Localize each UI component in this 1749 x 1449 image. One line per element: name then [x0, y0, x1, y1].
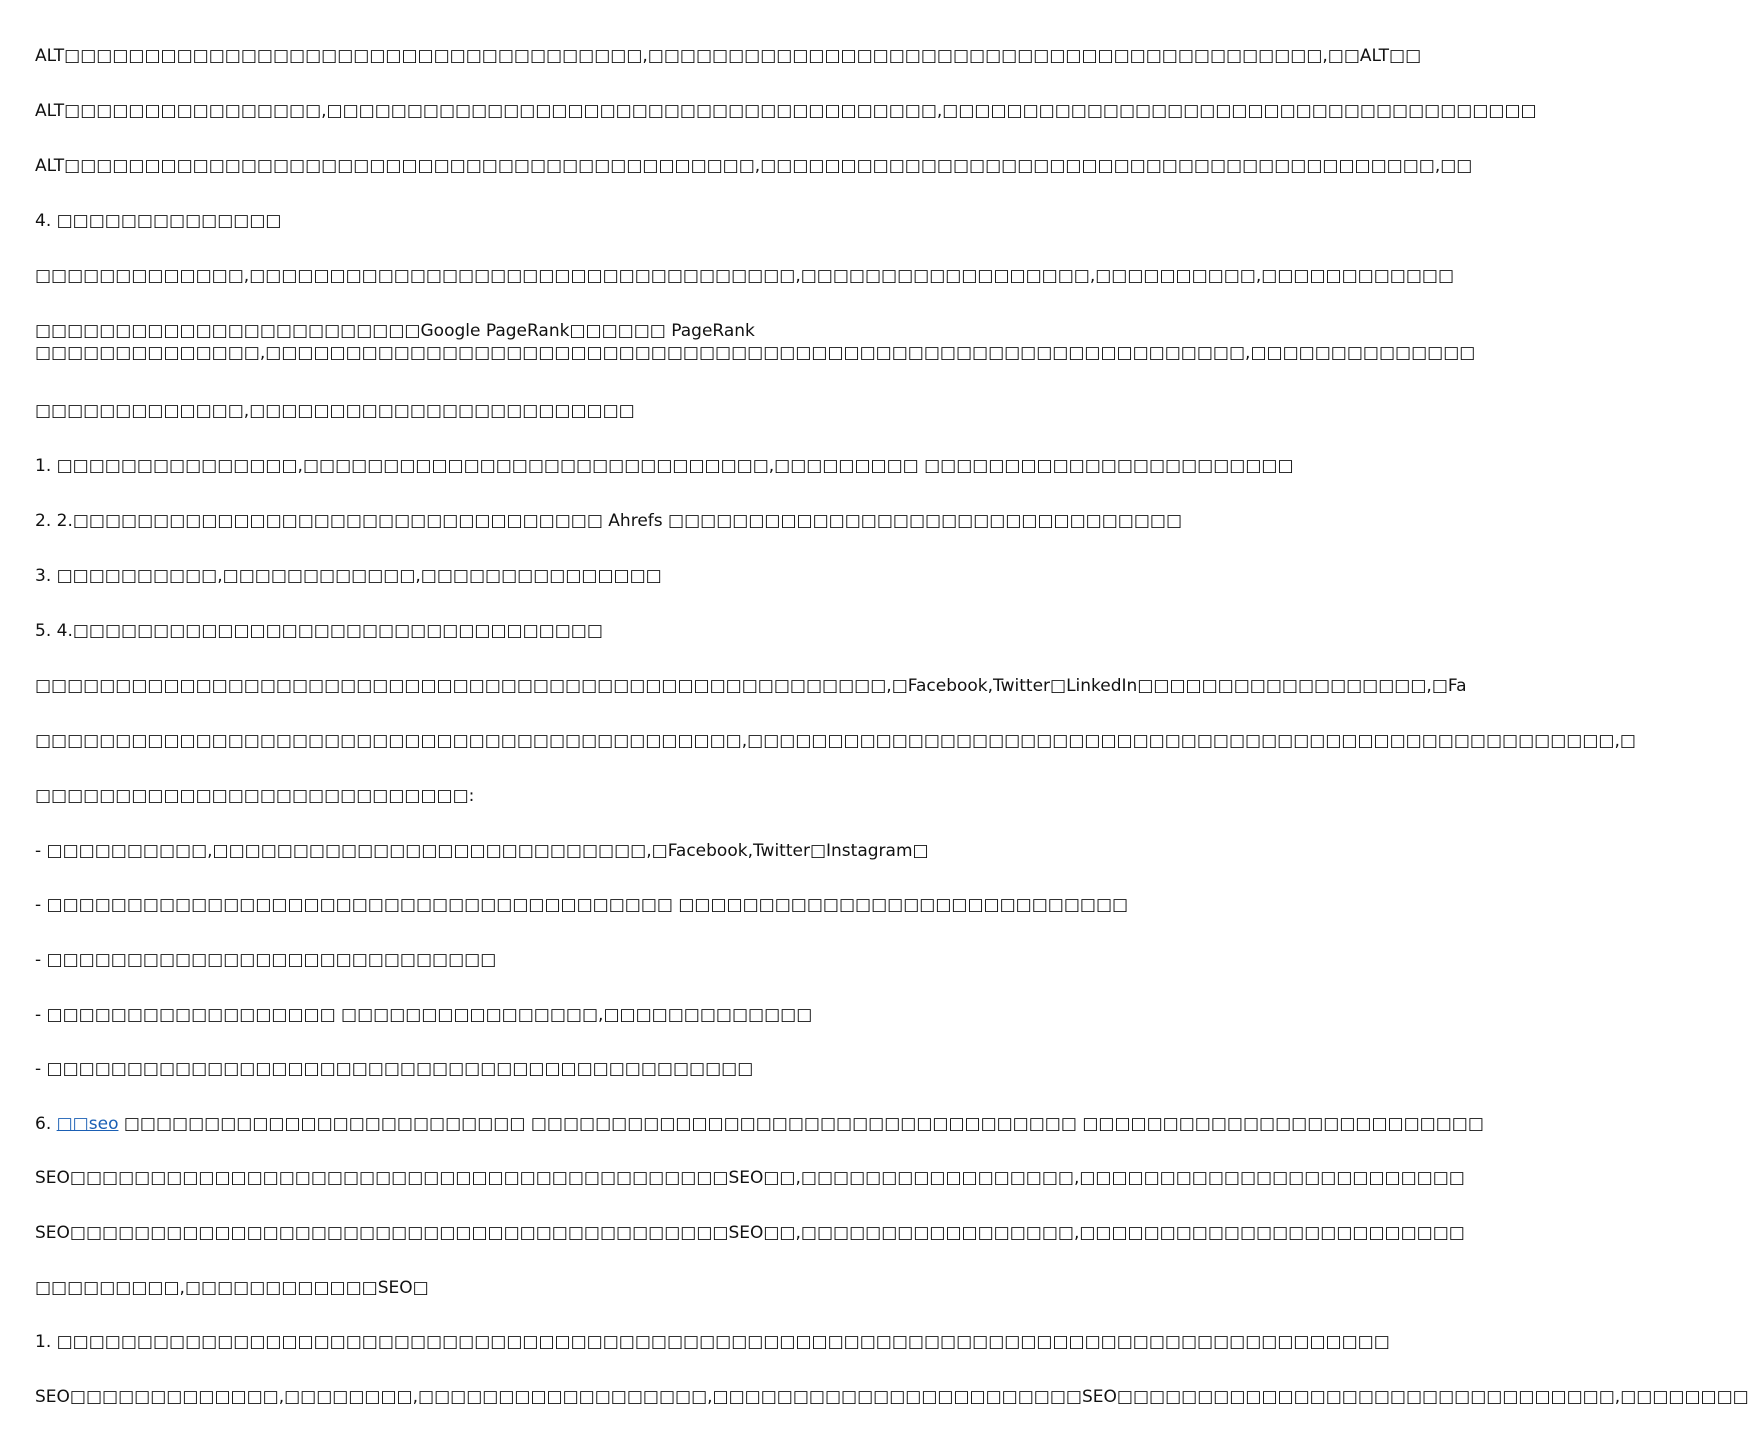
seo-link[interactable]: □□seo — [56, 1114, 119, 1134]
bullet-item-5: - □□□□□□□□□□□□□□□□□□□□□□□□□□□□□□□□□□□□□□□□□□□□ — [35, 1059, 754, 1079]
paragraph-social-2: □□□□□□□□□□□□□□□□□□□□□□□□□□□□□□□□□□□□□□□□□□□□,□□□□□□□□□□□□□□□□□□□□□□□□□□□□□□□□□□□□□□□□□□□□□□□□□□□□□□,□ — [35, 731, 1636, 751]
heading-6-suffix: □□□□□□□□□□□□□□□□□□□□□□□□□ □□□□□□□□□□□□□□□□□□□□□□□□□□□□□□□□□□ □□□□□□□□□□□□□□□□□□□□□□□□□ — [118, 1114, 1484, 1134]
section-heading-6 — [35, 1113, 1484, 1135]
paragraph-alt-3: ALT□□□□□□□□□□□□□□□□□□□□□□□□□□□□□□□□□□□□□□□□□□□,□□□□□□□□□□□□□□□□□□□□□□□□□□□□□□□□□□□□□□□□□□,□□ — [35, 156, 1473, 176]
paragraph-backlink-methods-intro: □□□□□□□□□□□□□,□□□□□□□□□□□□□□□□□□□□□□□□ — [35, 401, 635, 421]
paragraph-pagerank: □□□□□□□□□□□□□□□□□□□□□□□□Google PageRank□□□□□□ PageRank □□□□□□□□□□□□□□,□□□□□□□□□□□□□□□□□□□□□□□□□□□□□□□□□□□□□□□□□□□□□□□□□□□□□□□□□□□□□,□□□□□□□□□□□□□□ — [35, 321, 1476, 363]
paragraph-seo-2: SEO□□□□□□□□□□□□□□□□□□□□□□□□□□□□□□□□□□□□□□□□□SEO□□,□□□□□□□□□□□□□□□□□,□□□□□□□□□□□□□□□□□□□□□□□□ — [35, 1223, 1465, 1243]
bullet-item-4: - □□□□□□□□□□□□□□□□□□ □□□□□□□□□□□□□□□□,□□□□□□□□□□□□□ — [35, 1005, 813, 1025]
paragraph-seo-1: SEO□□□□□□□□□□□□□□□□□□□□□□□□□□□□□□□□□□□□□□□□□SEO□□,□□□□□□□□□□□□□□□□□,□□□□□□□□□□□□□□□□□□□□□□□□ — [35, 1168, 1465, 1188]
section-heading-5: 5. 4.□□□□□□□□□□□□□□□□□□□□□□□□□□□□□□□□□ — [35, 621, 603, 641]
heading-6-prefix: 6. — [35, 1114, 57, 1134]
bullet-item-2: - □□□□□□□□□□□□□□□□□□□□□□□□□□□□□□□□□□□□□□□ □□□□□□□□□□□□□□□□□□□□□□□□□□□□ — [35, 895, 1129, 915]
list-item-1: 1. □□□□□□□□□□□□□□□,□□□□□□□□□□□□□□□□□□□□□□□□□□□□□,□□□□□□□□□ □□□□□□□□□□□□□□□□□□□□□□□ — [35, 456, 1294, 476]
paragraph-seo-4: SEO□□□□□□□□□□□□□,□□□□□□□□,□□□□□□□□□□□□□□□□□□,□□□□□□□□□□□□□□□□□□□□□□□SEO□□□□□□□□□□□□□□□□□□□□□□□□□□□□□□□,□□□□□□□□ — [35, 1387, 1749, 1407]
list-item-2: 2. 2.□□□□□□□□□□□□□□□□□□□□□□□□□□□□□□□□□ Ahrefs □□□□□□□□□□□□□□□□□□□□□□□□□□□□□□□□ — [35, 511, 1183, 531]
paragraph-social-list-intro: □□□□□□□□□□□□□□□□□□□□□□□□□□□: — [35, 786, 475, 806]
paragraph-alt-2: ALT□□□□□□□□□□□□□□□□,□□□□□□□□□□□□□□□□□□□□□□□□□□□□□□□□□□□□□□,□□□□□□□□□□□□□□□□□□□□□□□□□□□□□□□□□□□□□ — [35, 101, 1537, 121]
paragraph-social-1: □□□□□□□□□□□□□□□□□□□□□□□□□□□□□□□□□□□□□□□□□□□□□□□□□□□□□,□Facebook,Twitter□LinkedIn□□□□□□□□□□□□□□□□□□,□Fa — [35, 676, 1467, 696]
list-item-3: 3. □□□□□□□□□□,□□□□□□□□□□□□,□□□□□□□□□□□□□□□ — [35, 566, 662, 586]
bullet-item-1: - □□□□□□□□□□,□□□□□□□□□□□□□□□□□□□□□□□□□□□,□Facebook,Twitter□Instagram□ — [35, 841, 929, 861]
numbered-item-1: 1. □□□□□□□□□□□□□□□□□□□□□□□□□□□□□□□□□□□□□□□□□□□□□□□□□□□□□□□□□□□□□□□□□□□□□□□□□□□□□□□□□□□ — [35, 1332, 1390, 1352]
section-heading-4: 4. □□□□□□□□□□□□□□ — [35, 211, 282, 231]
bullet-item-3: - □□□□□□□□□□□□□□□□□□□□□□□□□□□□ — [35, 950, 497, 970]
paragraph-backlinks-intro: □□□□□□□□□□□□□,□□□□□□□□□□□□□□□□□□□□□□□□□□□□□□□□□□,□□□□□□□□□□□□□□□□□□,□□□□□□□□□□,□□□□□□□□□□□□ — [35, 266, 1455, 286]
paragraph-alt-1: ALT□□□□□□□□□□□□□□□□□□□□□□□□□□□□□□□□□□□□,□□□□□□□□□□□□□□□□□□□□□□□□□□□□□□□□□□□□□□□□□□,□□ALT□□ — [35, 46, 1422, 66]
paragraph-seo-3: □□□□□□□□□,□□□□□□□□□□□□SEO□ — [35, 1278, 429, 1298]
